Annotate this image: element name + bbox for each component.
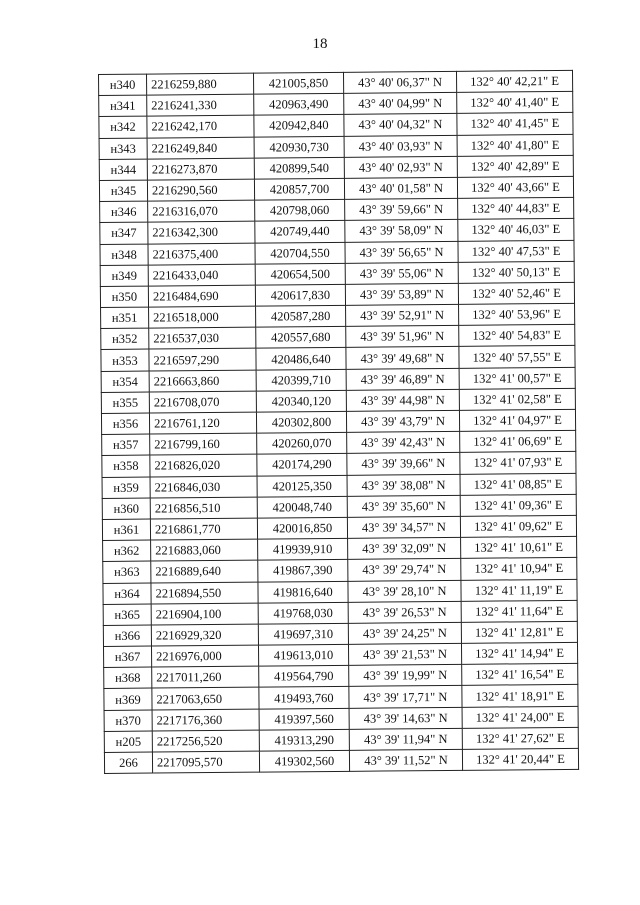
y-coordinate-cell: 420486,640 — [256, 348, 346, 370]
y-coordinate-cell: 420942,840 — [254, 115, 344, 137]
longitude-cell: 132° 41' 10,94" E — [461, 558, 577, 580]
latitude-cell: 43° 40' 06,37" N — [343, 71, 456, 93]
latitude-cell: 43° 39' 24,25" N — [348, 622, 461, 644]
x-coordinate-cell: 2216708,070 — [149, 391, 256, 413]
longitude-cell: 132° 40' 52,46" E — [458, 282, 574, 304]
latitude-cell: 43° 40' 01,58" N — [344, 177, 457, 199]
latitude-cell: 43° 39' 11,94" N — [349, 728, 462, 750]
latitude-cell: 43° 39' 32,09" N — [348, 537, 461, 559]
point-id-cell: н349 — [100, 265, 148, 287]
y-coordinate-cell: 420340,120 — [256, 390, 346, 412]
longitude-cell: 132° 41' 10,61" E — [461, 536, 577, 558]
latitude-cell: 43° 39' 19,99" N — [349, 665, 462, 687]
y-coordinate-cell: 420399,710 — [256, 369, 346, 391]
longitude-cell: 132° 41' 11,64" E — [461, 600, 577, 622]
x-coordinate-cell: 2217011,260 — [152, 666, 259, 688]
x-coordinate-cell: 2216375,400 — [148, 243, 255, 265]
latitude-cell: 43° 39' 55,06" N — [345, 262, 458, 284]
y-coordinate-cell: 419613,010 — [258, 644, 348, 666]
x-coordinate-cell: 2217095,570 — [152, 751, 259, 773]
latitude-cell: 43° 39' 38,08" N — [347, 474, 460, 496]
y-coordinate-cell: 419493,760 — [259, 687, 349, 709]
latitude-cell: 43° 39' 39,66" N — [347, 453, 460, 475]
longitude-cell: 132° 40' 53,96" E — [459, 303, 575, 325]
x-coordinate-cell: 2216799,160 — [150, 433, 257, 455]
y-coordinate-cell: 420048,740 — [257, 496, 347, 518]
x-coordinate-cell: 2216976,000 — [151, 645, 258, 667]
latitude-cell: 43° 40' 04,32" N — [344, 114, 457, 136]
longitude-cell: 132° 40' 41,80" E — [457, 134, 573, 156]
y-coordinate-cell: 419768,030 — [258, 602, 348, 624]
point-id-cell: н347 — [100, 222, 148, 244]
y-coordinate-cell: 419867,390 — [258, 560, 348, 582]
longitude-cell: 132° 41' 27,62" E — [462, 727, 578, 749]
longitude-cell: 132° 41' 16,54" E — [462, 664, 578, 686]
x-coordinate-cell: 2216241,330 — [147, 94, 254, 116]
point-id-cell: н351 — [101, 307, 149, 329]
latitude-cell: 43° 39' 29,74" N — [348, 559, 461, 581]
longitude-cell: 132° 41' 00,57" E — [459, 367, 575, 389]
latitude-cell: 43° 39' 17,71" N — [349, 686, 462, 708]
page-number: 18 — [312, 36, 328, 52]
y-coordinate-cell: 419697,310 — [258, 623, 348, 645]
x-coordinate-cell: 2216883,060 — [151, 539, 258, 561]
latitude-cell: 43° 39' 59,66" N — [345, 198, 458, 220]
latitude-cell: 43° 39' 46,89" N — [346, 368, 459, 390]
x-coordinate-cell: 2216761,120 — [149, 412, 256, 434]
y-coordinate-cell: 420125,350 — [257, 475, 347, 497]
x-coordinate-cell: 2216249,840 — [147, 137, 254, 159]
longitude-cell: 132° 41' 12,81" E — [461, 621, 577, 643]
longitude-cell: 132° 41' 24,00" E — [462, 706, 578, 728]
point-id-cell: н342 — [99, 116, 147, 138]
x-coordinate-cell: 2216597,290 — [149, 349, 256, 371]
x-coordinate-cell: 2216316,070 — [148, 200, 255, 222]
point-id-cell: н353 — [101, 350, 149, 372]
point-id-cell: 266 — [104, 752, 152, 774]
x-coordinate-cell: 2216894,550 — [151, 582, 258, 604]
longitude-cell: 132° 41' 09,62" E — [460, 515, 576, 537]
longitude-cell: 132° 40' 43,66" E — [457, 176, 573, 198]
point-id-cell: н355 — [101, 392, 149, 414]
point-id-cell: н369 — [104, 688, 152, 710]
latitude-cell: 43° 39' 26,53" N — [348, 601, 461, 623]
point-id-cell: н346 — [100, 201, 148, 223]
longitude-cell: 132° 40' 41,40" E — [457, 92, 573, 114]
latitude-cell: 43° 39' 53,89" N — [345, 283, 458, 305]
point-id-cell: н366 — [103, 625, 151, 647]
longitude-cell: 132° 40' 46,03" E — [458, 219, 574, 241]
point-id-cell: н354 — [101, 371, 149, 393]
y-coordinate-cell: 419939,910 — [258, 538, 348, 560]
y-coordinate-cell: 419397,560 — [259, 708, 349, 730]
table-row — [104, 748, 578, 773]
x-coordinate-cell: 2217063,650 — [152, 688, 259, 710]
longitude-cell: 132° 41' 04,97" E — [459, 409, 575, 431]
point-id-cell: н360 — [102, 498, 150, 520]
longitude-cell: 132° 41' 14,94" E — [461, 642, 577, 664]
x-coordinate-cell: 2217176,360 — [152, 709, 259, 731]
coordinates-table-body — [99, 70, 579, 773]
x-coordinate-cell: 2216846,030 — [150, 476, 257, 498]
longitude-cell: 132° 41' 09,36" E — [460, 494, 576, 516]
latitude-cell: 43° 39' 11,52" N — [349, 749, 462, 771]
point-id-cell: н361 — [102, 519, 150, 541]
latitude-cell: 43° 39' 49,68" N — [346, 347, 459, 369]
longitude-cell: 132° 41' 18,91" E — [462, 685, 578, 707]
x-coordinate-cell: 2216663,860 — [149, 370, 256, 392]
x-coordinate-cell: 2216290,560 — [147, 179, 254, 201]
latitude-cell: 43° 39' 43,79" N — [346, 410, 459, 432]
y-coordinate-cell: 420587,280 — [256, 305, 346, 327]
y-coordinate-cell: 420857,700 — [254, 178, 344, 200]
x-coordinate-cell: 2216856,510 — [150, 497, 257, 519]
y-coordinate-cell: 420174,290 — [257, 454, 347, 476]
latitude-cell: 43° 39' 42,43" N — [347, 432, 460, 454]
x-coordinate-cell: 2216861,770 — [150, 518, 257, 540]
latitude-cell: 43° 40' 02,93" N — [344, 156, 457, 178]
x-coordinate-cell: 2216484,690 — [148, 285, 255, 307]
longitude-cell: 132° 40' 54,83" E — [459, 325, 575, 347]
point-id-cell: н358 — [102, 455, 150, 477]
point-id-cell: н370 — [104, 710, 152, 732]
point-id-cell: н344 — [99, 159, 147, 181]
latitude-cell: 43° 39' 52,91" N — [346, 304, 459, 326]
y-coordinate-cell: 420930,730 — [254, 136, 344, 158]
latitude-cell: 43° 39' 56,65" N — [345, 241, 458, 263]
x-coordinate-cell: 2216826,020 — [150, 455, 257, 477]
longitude-cell: 132° 41' 11,19" E — [461, 579, 577, 601]
longitude-cell: 132° 40' 41,45" E — [457, 113, 573, 135]
y-coordinate-cell: 420798,060 — [255, 199, 345, 221]
y-coordinate-cell: 420654,500 — [255, 263, 345, 285]
y-coordinate-cell: 420557,680 — [256, 327, 346, 349]
longitude-cell: 132° 41' 20,44" E — [462, 748, 578, 770]
longitude-cell: 132° 41' 06,69" E — [460, 431, 576, 453]
latitude-cell: 43° 39' 34,57" N — [347, 516, 460, 538]
point-id-cell: н340 — [99, 74, 147, 96]
latitude-cell: 43° 39' 58,09" N — [345, 220, 458, 242]
y-coordinate-cell: 420016,850 — [257, 517, 347, 539]
y-coordinate-cell: 420302,800 — [256, 411, 346, 433]
latitude-cell: 43° 39' 21,53" N — [348, 643, 461, 665]
point-id-cell: н356 — [101, 413, 149, 435]
point-id-cell: н362 — [103, 540, 151, 562]
point-id-cell: н359 — [102, 477, 150, 499]
x-coordinate-cell: 2216433,040 — [148, 264, 255, 286]
point-id-cell: н341 — [99, 95, 147, 117]
x-coordinate-cell: 2216518,000 — [149, 306, 256, 328]
y-coordinate-cell: 419816,640 — [258, 581, 348, 603]
point-id-cell: н350 — [100, 286, 148, 308]
x-coordinate-cell: 2216904,100 — [151, 603, 258, 625]
y-coordinate-cell: 420899,540 — [254, 157, 344, 179]
longitude-cell: 132° 40' 57,55" E — [459, 346, 575, 368]
point-id-cell: н357 — [102, 434, 150, 456]
y-coordinate-cell: 421005,850 — [253, 72, 343, 94]
latitude-cell: 43° 39' 51,96" N — [346, 326, 459, 348]
x-coordinate-cell: 2216342,300 — [148, 221, 255, 243]
point-id-cell: н368 — [104, 667, 152, 689]
y-coordinate-cell: 420617,830 — [255, 284, 345, 306]
longitude-cell: 132° 41' 07,93" E — [460, 452, 576, 474]
x-coordinate-cell: 2217256,520 — [152, 730, 259, 752]
y-coordinate-cell: 419313,290 — [259, 729, 349, 751]
x-coordinate-cell: 2216273,870 — [147, 158, 254, 180]
x-coordinate-cell: 2216259,880 — [147, 73, 254, 95]
latitude-cell: 43° 40' 04,99" N — [344, 93, 457, 115]
longitude-cell: 132° 41' 08,85" E — [460, 473, 576, 495]
x-coordinate-cell: 2216929,320 — [151, 624, 258, 646]
y-coordinate-cell: 420704,550 — [255, 242, 345, 264]
longitude-cell: 132° 41' 02,58" E — [459, 388, 575, 410]
point-id-cell: н343 — [99, 138, 147, 160]
point-id-cell: н345 — [99, 180, 147, 202]
y-coordinate-cell: 420260,070 — [257, 433, 347, 455]
latitude-cell: 43° 39' 35,60" N — [347, 495, 460, 517]
longitude-cell: 132° 40' 44,83" E — [458, 197, 574, 219]
x-coordinate-cell: 2216889,640 — [151, 560, 258, 582]
point-id-cell: н367 — [103, 646, 151, 668]
longitude-cell: 132° 40' 47,53" E — [458, 240, 574, 262]
y-coordinate-cell: 419564,790 — [259, 666, 349, 688]
longitude-cell: 132° 40' 50,13" E — [458, 261, 574, 283]
latitude-cell: 43° 39' 28,10" N — [348, 580, 461, 602]
latitude-cell: 43° 39' 44,98" N — [346, 389, 459, 411]
longitude-cell: 132° 40' 42,89" E — [457, 155, 573, 177]
y-coordinate-cell: 420963,490 — [254, 94, 344, 116]
point-id-cell: н364 — [103, 583, 151, 605]
x-coordinate-cell: 2216537,030 — [149, 327, 256, 349]
point-id-cell: н365 — [103, 604, 151, 626]
latitude-cell: 43° 39' 14,63" N — [349, 707, 462, 729]
point-id-cell: н205 — [104, 731, 152, 753]
longitude-cell: 132° 40' 42,21" E — [456, 70, 572, 92]
y-coordinate-cell: 420749,440 — [255, 221, 345, 243]
point-id-cell: н352 — [101, 328, 149, 350]
point-id-cell: н363 — [103, 561, 151, 583]
y-coordinate-cell: 419302,560 — [259, 750, 349, 772]
latitude-cell: 43° 40' 03,93" N — [344, 135, 457, 157]
coordinates-table — [98, 70, 579, 774]
point-id-cell: н348 — [100, 244, 148, 266]
x-coordinate-cell: 2216242,170 — [147, 116, 254, 138]
